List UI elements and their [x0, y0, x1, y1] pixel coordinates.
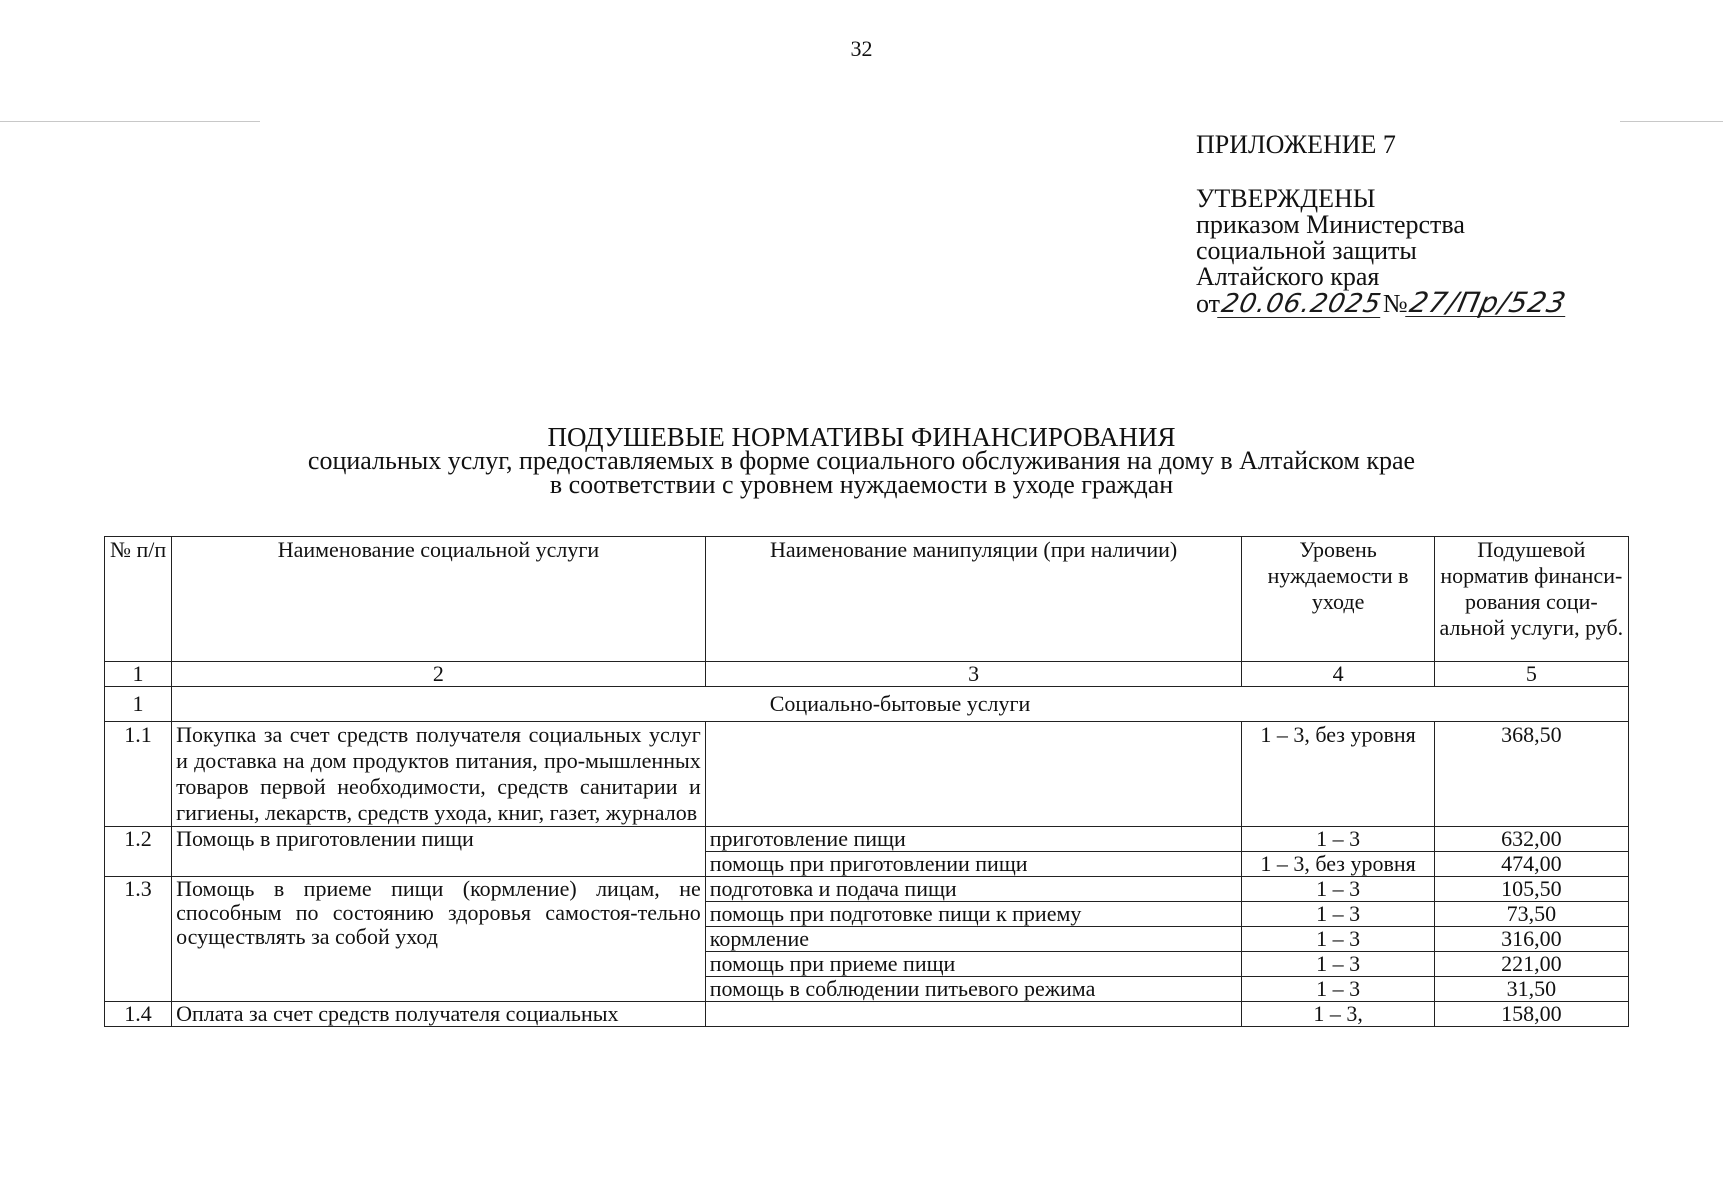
row-manipulation: помощь при приеме пищи — [705, 952, 1242, 977]
row-level: 1 – 3, — [1242, 1002, 1434, 1027]
row-service: Помощь в приготовлении пищи — [172, 827, 706, 877]
header-level: Уровень нуждаемости в уходе — [1242, 537, 1434, 662]
table-row — [105, 877, 1629, 902]
page-number: 32 — [850, 36, 873, 61]
column-number-row — [105, 662, 1629, 687]
appendix-label: ПРИЛОЖЕНИЕ 7 — [1196, 130, 1396, 159]
row-norm: 31,50 — [1434, 977, 1628, 1002]
col-number-1: 1 — [105, 662, 172, 687]
order-line-2: социальной защиты — [1196, 236, 1417, 265]
row-manipulation: подготовка и подача пищи — [705, 877, 1242, 902]
row-norm: 368,50 — [1434, 722, 1628, 827]
row-num: 1.3 — [105, 877, 172, 1002]
col-number-3: 3 — [705, 662, 1242, 687]
header-norm: Подушевой норматив финанси-рования соци-альной услуги, руб. — [1434, 537, 1628, 662]
title-line-2: социальных услуг, предоставляемых в форме социального обслуживания на дому в Алтайском крае — [307, 446, 1416, 475]
row-level: 1 – 3 — [1242, 877, 1434, 902]
row-service: Покупка за счет средств получателя социальных услуг и доставка на дом продуктов питания, про-мышленных товаров первой необходимости, средств санитарии и гигиены, лекарств, средств ухода, книг, газет, журналов — [172, 722, 706, 827]
row-service: Помощь в приеме пищи (кормление) лицам, не способным по состоянию здоровья самостоя-тельно осуществлять за собой уход — [172, 877, 706, 1002]
row-level: 1 – 3 — [1242, 952, 1434, 977]
row-level: 1 – 3 — [1242, 827, 1434, 852]
col-number-2: 2 — [172, 662, 706, 687]
col-number-5: 5 — [1434, 662, 1628, 687]
row-num: 1.2 — [105, 827, 172, 877]
row-level: 1 – 3 — [1242, 902, 1434, 927]
row-norm: 632,00 — [1434, 827, 1628, 852]
row-manipulation: помощь в соблюдении питьевого режима — [705, 977, 1242, 1002]
approval-block — [1196, 132, 1666, 318]
row-norm: 158,00 — [1434, 1002, 1628, 1027]
row-num: 1.1 — [105, 722, 172, 827]
row-service: Оплата за счет средств получателя социальных — [172, 1002, 706, 1027]
order-line-3: Алтайского края — [1196, 262, 1380, 291]
row-manipulation: помощь при подготовке пищи к приему — [705, 902, 1242, 927]
handwritten-date: 20.06.2025 — [1218, 289, 1385, 319]
row-norm: 316,00 — [1434, 927, 1628, 952]
financing-norms-table — [104, 536, 1629, 1027]
scan-artifact-line-left — [0, 121, 260, 122]
table-row — [105, 827, 1629, 852]
number-label: № — [1382, 289, 1408, 318]
row-manipulation: приготовление пищи — [705, 827, 1242, 852]
section-row — [105, 687, 1629, 722]
row-norm: 105,50 — [1434, 877, 1628, 902]
row-level: 1 – 3 — [1242, 927, 1434, 952]
section-name: Социально-бытовые услуги — [172, 687, 1629, 722]
row-manipulation — [705, 722, 1242, 827]
title-line-3: в соответствии с уровнем нуждаемости в уходе граждан — [549, 470, 1174, 499]
row-norm: 474,00 — [1434, 852, 1628, 877]
table-header-row — [105, 537, 1629, 662]
table-row — [105, 1002, 1629, 1027]
header-service: Наименование социальной услуги — [172, 537, 706, 662]
document-title — [0, 422, 1723, 499]
scan-artifact-line-right — [1620, 121, 1723, 122]
col-number-4: 4 — [1242, 662, 1434, 687]
from-label: от — [1196, 289, 1221, 318]
handwritten-order-number: 27/Пр/523 — [1406, 286, 1570, 319]
title-main: ПОДУШЕВЫЕ НОРМАТИВЫ ФИНАНСИРОВАНИЯ — [547, 422, 1176, 452]
header-num: № п/п — [105, 537, 172, 662]
row-manipulation — [705, 1002, 1242, 1027]
row-norm: 73,50 — [1434, 902, 1628, 927]
row-manipulation: кормление — [705, 927, 1242, 952]
row-num: 1.4 — [105, 1002, 172, 1027]
order-date-number-line — [1196, 286, 1666, 319]
table-row — [105, 722, 1629, 827]
row-manipulation: помощь при приготовлении пищи — [705, 852, 1242, 877]
header-manipulation: Наименование манипуляции (при наличии) — [705, 537, 1242, 662]
row-level: 1 – 3, без уровня — [1242, 722, 1434, 827]
approved-label: УТВЕРЖДЕНЫ — [1196, 184, 1376, 213]
order-line-1: приказом Министерства — [1196, 210, 1465, 239]
row-level: 1 – 3 — [1242, 977, 1434, 1002]
row-level: 1 – 3, без уровня — [1242, 852, 1434, 877]
section-num: 1 — [105, 687, 172, 722]
row-norm: 221,00 — [1434, 952, 1628, 977]
